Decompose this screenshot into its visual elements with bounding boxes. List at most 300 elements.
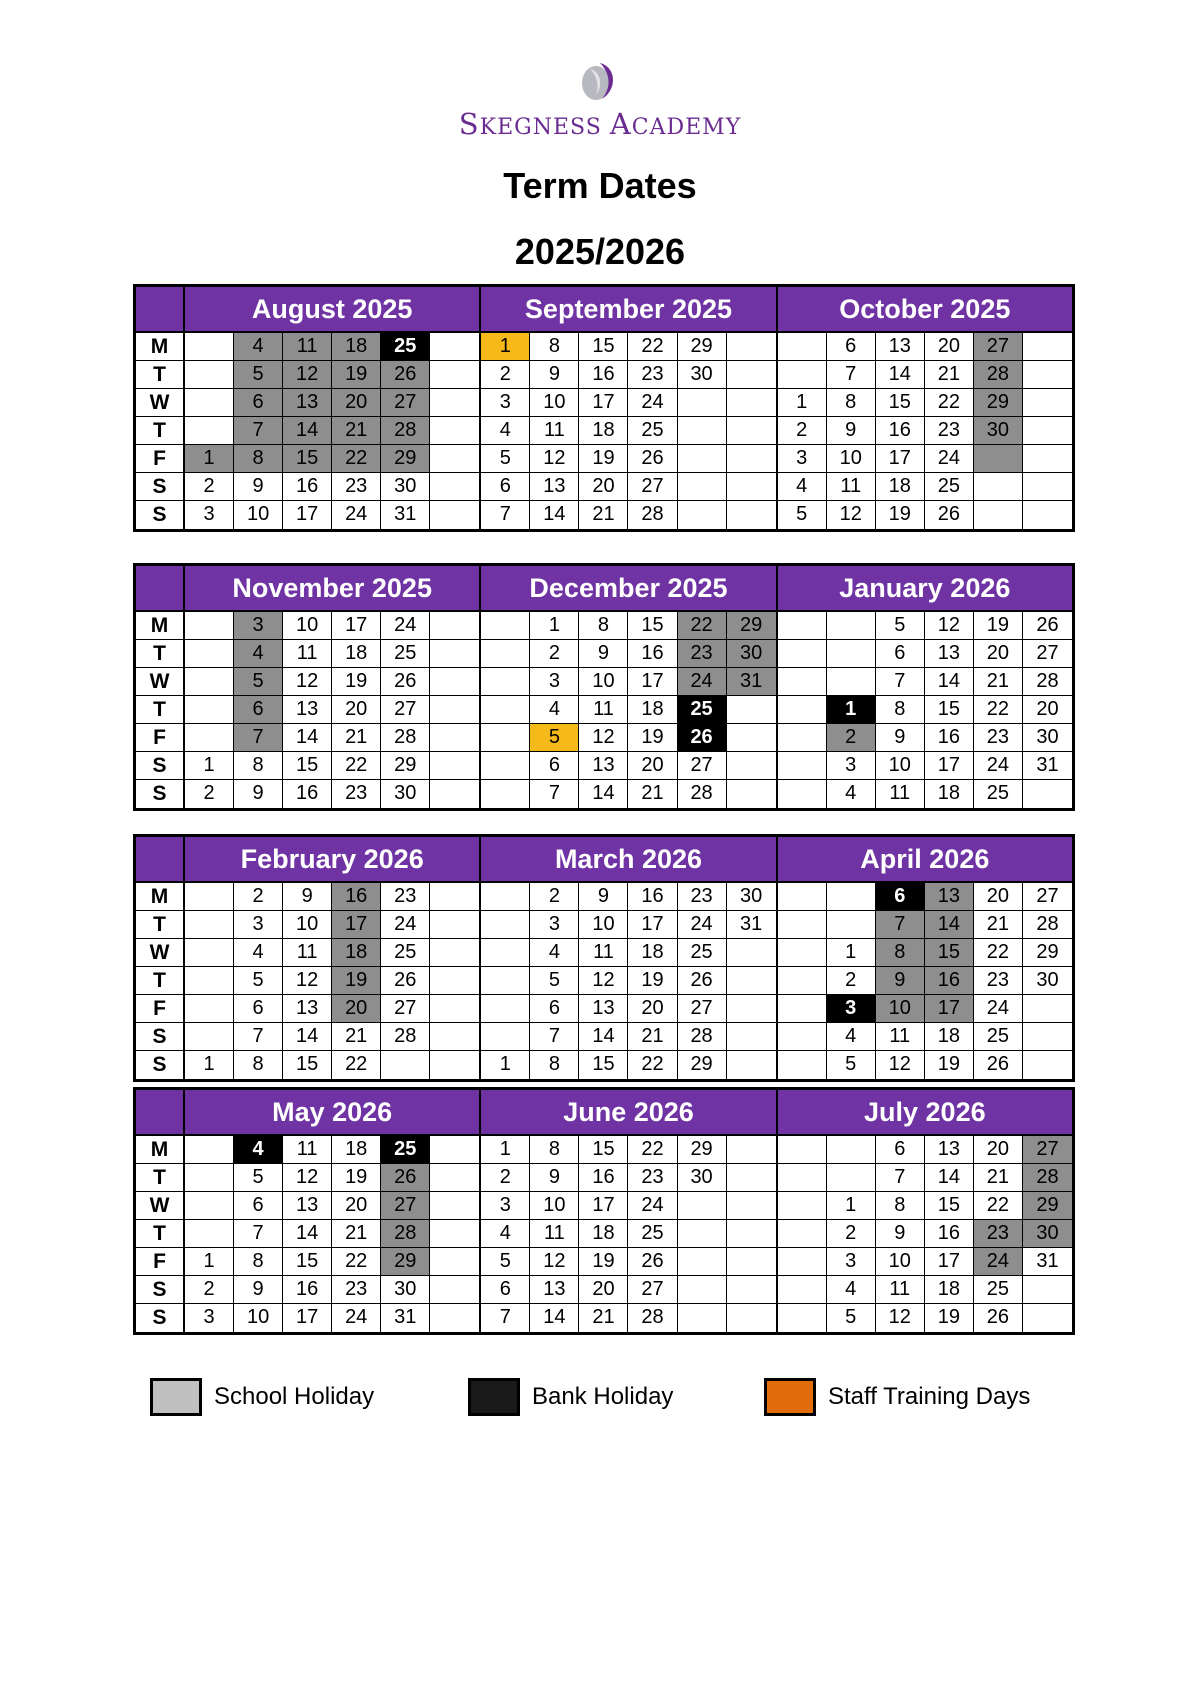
school-holiday-cell: 23: [678, 640, 727, 668]
date-cell: 13: [925, 640, 974, 668]
month-grid: [481, 1136, 775, 1332]
date-cell: [974, 501, 1023, 529]
date-cell: [778, 612, 827, 640]
date-cell: 17: [628, 911, 677, 939]
calendar-row: [133, 563, 1075, 811]
date-cell: 12: [283, 1164, 332, 1192]
date-cell: [430, 1276, 479, 1304]
date-cell: [430, 780, 479, 808]
date-cell: 16: [579, 1164, 628, 1192]
date-cell: 2: [530, 640, 579, 668]
date-cell: [185, 417, 234, 445]
date-cell: 15: [579, 333, 628, 361]
date-cell: 10: [530, 389, 579, 417]
legend-swatch-bank-holiday: [468, 1378, 520, 1416]
month-grid: [778, 1136, 1072, 1332]
month-calendar: [185, 287, 481, 529]
date-cell: 13: [283, 696, 332, 724]
date-cell: [678, 473, 727, 501]
date-cell: 17: [283, 501, 332, 529]
date-cell: [430, 696, 479, 724]
date-cell: 19: [628, 724, 677, 752]
date-cell: [727, 967, 776, 995]
school-holiday-cell: 1: [185, 445, 234, 473]
date-cell: [185, 883, 234, 911]
date-cell: 31: [1023, 1248, 1072, 1276]
date-cell: [430, 389, 479, 417]
date-cell: 23: [332, 1276, 381, 1304]
legend: [0, 1378, 1200, 1422]
school-holiday-cell: 10: [876, 995, 925, 1023]
date-cell: 11: [283, 1136, 332, 1164]
date-cell: 8: [234, 1051, 283, 1079]
date-cell: 28: [678, 780, 727, 808]
day-label: T: [136, 1220, 183, 1248]
day-label: S: [136, 752, 183, 780]
day-label: M: [136, 883, 183, 911]
date-cell: 8: [579, 612, 628, 640]
date-cell: 11: [876, 780, 925, 808]
date-cell: 15: [283, 752, 332, 780]
month-title: July 2026: [778, 1090, 1072, 1136]
month-title: December 2025: [481, 566, 775, 612]
legend-item-staff-training: [764, 1378, 1030, 1416]
date-cell: 7: [530, 780, 579, 808]
date-cell: 9: [234, 780, 283, 808]
date-cell: 16: [283, 473, 332, 501]
school-holiday-cell: 29: [381, 445, 430, 473]
date-cell: 30: [381, 473, 430, 501]
date-cell: 1: [481, 1136, 530, 1164]
date-cell: 26: [1023, 612, 1072, 640]
school-holiday-cell: 30: [727, 640, 776, 668]
date-cell: [727, 333, 776, 361]
day-label: T: [136, 361, 183, 389]
date-cell: 30: [727, 883, 776, 911]
date-cell: 7: [481, 1304, 530, 1332]
date-cell: 18: [925, 780, 974, 808]
academic-year: 2025/2026: [514, 231, 686, 272]
date-cell: 28: [628, 1304, 677, 1332]
bank-holiday-cell: 26: [678, 724, 727, 752]
school-holiday-cell: 12: [283, 361, 332, 389]
month-title: August 2025: [185, 287, 479, 333]
date-cell: [778, 752, 827, 780]
day-label: M: [136, 612, 183, 640]
date-cell: [727, 417, 776, 445]
date-cell: 21: [332, 1220, 381, 1248]
school-holiday-cell: 14: [283, 417, 332, 445]
day-label: F: [136, 995, 183, 1023]
staff-training-cell: 1: [481, 333, 530, 361]
date-cell: 25: [381, 939, 430, 967]
month-grid: [481, 883, 775, 1079]
month-title: October 2025: [778, 287, 1072, 333]
day-label: T: [136, 696, 183, 724]
date-cell: 8: [530, 333, 579, 361]
month-grid: [185, 333, 479, 529]
date-cell: 25: [925, 473, 974, 501]
school-holiday-cell: 16: [332, 883, 381, 911]
date-cell: 29: [1023, 939, 1072, 967]
date-cell: 5: [827, 1304, 876, 1332]
date-cell: 14: [579, 1023, 628, 1051]
date-cell: [778, 668, 827, 696]
date-cell: 21: [974, 911, 1023, 939]
month-title: March 2026: [481, 837, 775, 883]
date-cell: [1023, 361, 1072, 389]
date-cell: [778, 995, 827, 1023]
date-cell: [974, 473, 1023, 501]
date-cell: [778, 780, 827, 808]
school-holiday-cell: 5: [234, 361, 283, 389]
date-cell: 20: [925, 333, 974, 361]
date-cell: [481, 883, 530, 911]
month-title: June 2026: [481, 1090, 775, 1136]
date-cell: [1023, 501, 1072, 529]
date-cell: [1023, 1276, 1072, 1304]
date-cell: 6: [481, 1276, 530, 1304]
date-cell: 31: [727, 911, 776, 939]
date-cell: 27: [678, 752, 727, 780]
date-cell: 24: [332, 501, 381, 529]
date-cell: 5: [481, 1248, 530, 1276]
date-cell: 14: [925, 668, 974, 696]
calendar-row: [133, 284, 1075, 532]
date-cell: 25: [974, 1276, 1023, 1304]
date-cell: 26: [678, 967, 727, 995]
month-calendar: [778, 1090, 1072, 1332]
bank-holiday-cell: 3: [827, 995, 876, 1023]
date-cell: 9: [234, 473, 283, 501]
date-cell: 19: [579, 445, 628, 473]
date-cell: 24: [381, 911, 430, 939]
date-cell: 13: [579, 995, 628, 1023]
legend-item-bank-holiday: [468, 1378, 673, 1416]
date-cell: 24: [381, 612, 430, 640]
date-cell: 8: [876, 1192, 925, 1220]
date-cell: 16: [283, 1276, 332, 1304]
month-calendar: [481, 1090, 777, 1332]
date-cell: 26: [974, 1304, 1023, 1332]
calendar-row: [133, 834, 1075, 1082]
date-cell: [778, 1136, 827, 1164]
date-cell: 22: [332, 752, 381, 780]
date-cell: [430, 911, 479, 939]
date-cell: 15: [925, 696, 974, 724]
school-holiday-cell: 26: [381, 361, 430, 389]
date-cell: 15: [283, 1051, 332, 1079]
date-cell: [1023, 389, 1072, 417]
date-cell: [185, 911, 234, 939]
bank-holiday-cell: 25: [381, 1136, 430, 1164]
date-cell: [185, 995, 234, 1023]
date-cell: [481, 995, 530, 1023]
date-cell: 20: [332, 1192, 381, 1220]
date-cell: [185, 1023, 234, 1051]
month-grid: [778, 612, 1072, 808]
date-cell: [727, 1248, 776, 1276]
date-cell: 6: [530, 752, 579, 780]
date-cell: [185, 668, 234, 696]
date-cell: 28: [678, 1023, 727, 1051]
day-label: W: [136, 668, 183, 696]
date-cell: 10: [876, 1248, 925, 1276]
date-cell: 28: [1023, 911, 1072, 939]
date-cell: 5: [481, 445, 530, 473]
day-label-column: [136, 566, 185, 808]
date-cell: [185, 1220, 234, 1248]
date-cell: 18: [332, 640, 381, 668]
date-cell: 19: [332, 668, 381, 696]
month-grid: [185, 612, 479, 808]
month-calendar: [481, 837, 777, 1079]
date-cell: 24: [925, 445, 974, 473]
date-cell: 24: [974, 995, 1023, 1023]
date-cell: [430, 1304, 479, 1332]
school-holiday-cell: 24: [678, 668, 727, 696]
date-cell: 6: [876, 1136, 925, 1164]
date-cell: 25: [678, 939, 727, 967]
date-cell: 23: [678, 883, 727, 911]
date-cell: 22: [974, 1192, 1023, 1220]
school-holiday-cell: 28: [381, 417, 430, 445]
date-cell: [778, 911, 827, 939]
legend-swatch-school-holiday: [150, 1378, 202, 1416]
school-holiday-cell: 28: [974, 361, 1023, 389]
date-cell: 22: [925, 389, 974, 417]
date-cell: [185, 967, 234, 995]
date-cell: 18: [925, 1023, 974, 1051]
date-cell: 15: [579, 1136, 628, 1164]
school-holiday-cell: 29: [727, 612, 776, 640]
day-label: F: [136, 724, 183, 752]
date-cell: 20: [579, 473, 628, 501]
date-cell: 16: [925, 1220, 974, 1248]
school-holiday-cell: 18: [332, 939, 381, 967]
date-cell: 8: [876, 696, 925, 724]
school-holiday-cell: 14: [925, 911, 974, 939]
date-cell: 23: [925, 417, 974, 445]
date-cell: 3: [185, 501, 234, 529]
date-cell: [430, 967, 479, 995]
date-cell: 28: [381, 724, 430, 752]
month-calendar: [481, 566, 777, 808]
day-label-column: [136, 287, 185, 529]
school-holiday-cell: 13: [925, 883, 974, 911]
date-cell: 6: [827, 333, 876, 361]
date-cell: 11: [530, 1220, 579, 1248]
day-label: T: [136, 417, 183, 445]
page-header: [0, 55, 1200, 273]
date-cell: 2: [185, 780, 234, 808]
school-holiday-cell: 4: [234, 640, 283, 668]
date-cell: 26: [628, 445, 677, 473]
date-cell: 28: [628, 501, 677, 529]
date-cell: [778, 1023, 827, 1051]
date-cell: [778, 361, 827, 389]
date-cell: 14: [579, 780, 628, 808]
date-cell: 21: [332, 724, 381, 752]
date-cell: [481, 640, 530, 668]
date-cell: [430, 445, 479, 473]
date-cell: 12: [283, 668, 332, 696]
school-holiday-cell: 8: [876, 939, 925, 967]
date-cell: 29: [678, 1136, 727, 1164]
date-cell: [185, 696, 234, 724]
date-cell: 10: [827, 445, 876, 473]
date-cell: 11: [827, 473, 876, 501]
date-cell: 20: [1023, 696, 1072, 724]
date-cell: 28: [1023, 668, 1072, 696]
month-grid: [481, 333, 775, 529]
date-cell: 21: [628, 1023, 677, 1051]
month-grid: [778, 333, 1072, 529]
date-cell: [481, 668, 530, 696]
date-cell: [430, 724, 479, 752]
date-cell: [778, 1248, 827, 1276]
date-cell: [185, 389, 234, 417]
month-calendar: [778, 837, 1072, 1079]
date-cell: 1: [827, 939, 876, 967]
date-cell: 20: [628, 995, 677, 1023]
date-cell: 22: [332, 1051, 381, 1079]
school-holiday-cell: 17: [332, 911, 381, 939]
date-cell: 27: [381, 696, 430, 724]
date-cell: 17: [579, 389, 628, 417]
day-label: T: [136, 911, 183, 939]
date-cell: [778, 724, 827, 752]
date-cell: 24: [974, 752, 1023, 780]
date-cell: 9: [530, 1164, 579, 1192]
date-cell: [185, 1136, 234, 1164]
school-holiday-cell: [974, 445, 1023, 473]
school-holiday-cell: 27: [974, 333, 1023, 361]
school-holiday-cell: 28: [381, 1220, 430, 1248]
month-title: April 2026: [778, 837, 1072, 883]
date-cell: 6: [876, 640, 925, 668]
date-cell: 18: [579, 1220, 628, 1248]
date-cell: [185, 939, 234, 967]
date-cell: 15: [579, 1051, 628, 1079]
school-holiday-cell: 3: [234, 612, 283, 640]
date-cell: [727, 1192, 776, 1220]
date-cell: [827, 668, 876, 696]
date-cell: 2: [481, 1164, 530, 1192]
school-holiday-cell: 30: [974, 417, 1023, 445]
date-cell: [430, 612, 479, 640]
day-label: T: [136, 640, 183, 668]
date-cell: 1: [185, 1248, 234, 1276]
day-column-header: [136, 1090, 183, 1136]
date-cell: 9: [876, 724, 925, 752]
date-cell: 5: [778, 501, 827, 529]
date-cell: [185, 724, 234, 752]
page-title: Term Dates: [503, 165, 697, 206]
date-cell: 10: [234, 501, 283, 529]
date-cell: 1: [185, 752, 234, 780]
day-label: S: [136, 1023, 183, 1051]
month-grid: [778, 883, 1072, 1079]
date-cell: [1023, 417, 1072, 445]
date-cell: 27: [1023, 883, 1072, 911]
legend-label: Staff Training Days: [828, 1383, 1031, 1410]
date-cell: [678, 417, 727, 445]
date-cell: 23: [332, 780, 381, 808]
legend-label: School Holiday: [214, 1383, 375, 1410]
date-cell: 21: [974, 668, 1023, 696]
date-cell: 23: [381, 883, 430, 911]
date-cell: [727, 1136, 776, 1164]
date-cell: 17: [876, 445, 925, 473]
school-holiday-cell: 27: [1023, 1136, 1072, 1164]
date-cell: [430, 1248, 479, 1276]
date-cell: [678, 1220, 727, 1248]
date-cell: 4: [827, 1276, 876, 1304]
date-cell: 19: [974, 612, 1023, 640]
school-holiday-cell: 16: [925, 967, 974, 995]
date-cell: 24: [628, 389, 677, 417]
school-holiday-cell: 20: [332, 995, 381, 1023]
day-column-header: [136, 566, 183, 612]
date-cell: [481, 724, 530, 752]
date-cell: 9: [827, 417, 876, 445]
date-cell: [430, 501, 479, 529]
date-cell: 23: [974, 967, 1023, 995]
date-cell: [678, 1276, 727, 1304]
date-cell: 5: [876, 612, 925, 640]
date-cell: [430, 995, 479, 1023]
date-cell: [430, 1192, 479, 1220]
date-cell: 16: [628, 640, 677, 668]
date-cell: 4: [481, 1220, 530, 1248]
date-cell: [778, 883, 827, 911]
date-cell: 3: [778, 445, 827, 473]
date-cell: 15: [283, 1248, 332, 1276]
month-title: September 2025: [481, 287, 775, 333]
date-cell: 10: [876, 752, 925, 780]
date-cell: 22: [628, 333, 677, 361]
month-title: May 2026: [185, 1090, 479, 1136]
school-holiday-cell: 29: [381, 1248, 430, 1276]
date-cell: 1: [778, 389, 827, 417]
date-cell: 11: [579, 939, 628, 967]
school-holiday-cell: 13: [283, 389, 332, 417]
date-cell: 22: [628, 1136, 677, 1164]
date-cell: 26: [381, 967, 430, 995]
date-cell: 20: [579, 1276, 628, 1304]
date-cell: [778, 1164, 827, 1192]
date-cell: 26: [974, 1051, 1023, 1079]
legend-label: Bank Holiday: [532, 1383, 674, 1410]
date-cell: [727, 1164, 776, 1192]
date-cell: 17: [332, 612, 381, 640]
date-cell: [727, 501, 776, 529]
date-cell: 26: [925, 501, 974, 529]
date-cell: [430, 640, 479, 668]
date-cell: 8: [234, 752, 283, 780]
bank-holiday-cell: 6: [876, 883, 925, 911]
date-cell: 29: [678, 1051, 727, 1079]
date-cell: [1023, 1051, 1072, 1079]
date-cell: [727, 389, 776, 417]
date-cell: 12: [876, 1304, 925, 1332]
date-cell: 1: [827, 1192, 876, 1220]
day-label: W: [136, 1192, 183, 1220]
date-cell: 23: [974, 724, 1023, 752]
school-holiday-cell: 7: [234, 724, 283, 752]
day-label: T: [136, 967, 183, 995]
